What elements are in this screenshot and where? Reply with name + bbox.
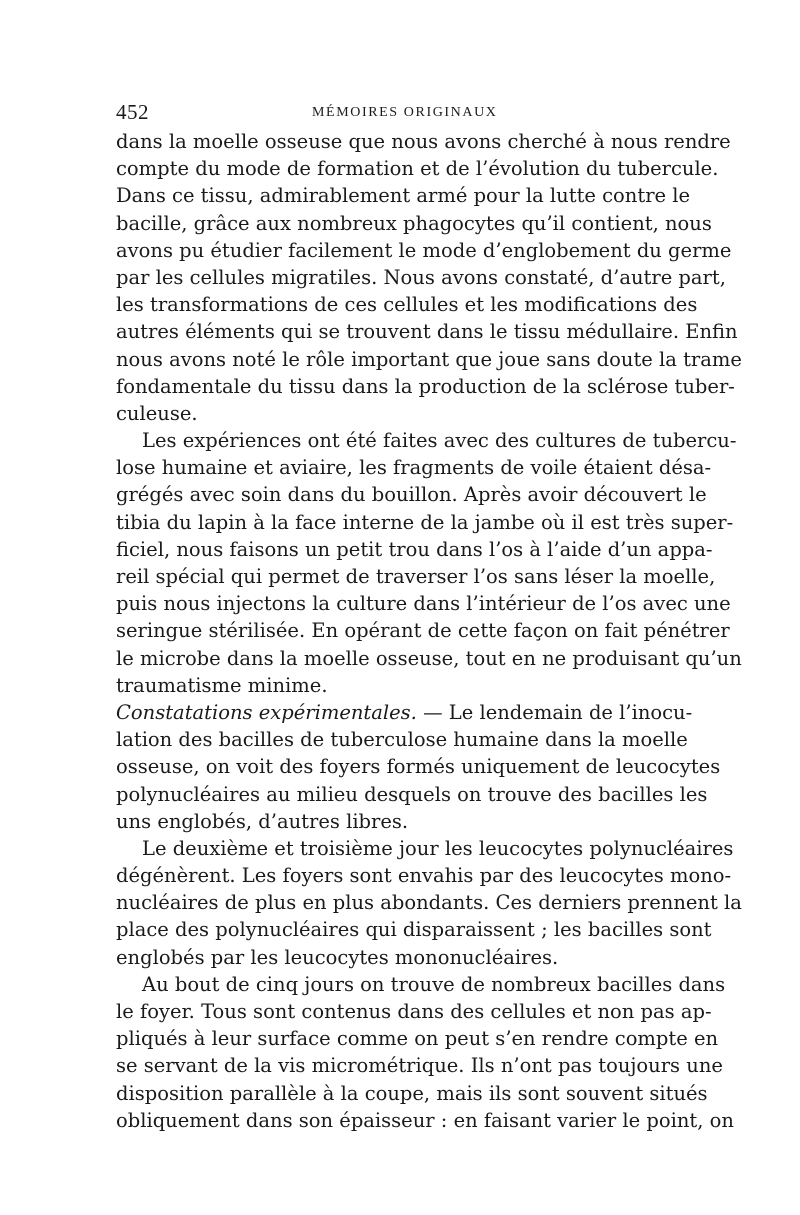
- text-line: Les expériences ont été faites avec des cultures de tubercu-: [142, 429, 737, 453]
- text-line: traumatisme minime.: [116, 673, 328, 697]
- text-line: le microbe dans la moelle osseuse, tout en ne produisant qu’un: [116, 646, 742, 670]
- text-line: dans la moelle osseuse que nous avons cherché à nous rendre: [116, 130, 731, 153]
- text-line: osseuse, on voit des foyers formés uniquement de leucocytes: [116, 755, 721, 779]
- text-line: ficiel, nous faisons un petit trou dans l’os à l’aide d’un appa-: [116, 537, 713, 561]
- text-line: pliqués à leur surface comme on peut s’en rendre compte en: [116, 1027, 719, 1051]
- text-line: place des polynucléaires qui disparaissent ; les bacilles sont: [116, 918, 712, 942]
- text-line: dégénèrent. Les foyers sont envahis par des leucocytes mono-: [116, 864, 732, 888]
- text-line: avons pu étudier facilement le mode d’englobement du germe: [116, 238, 732, 262]
- running-head: MÉMOIRES ORIGINAUX: [312, 105, 498, 120]
- text-line: Dans ce tissu, admirablement armé pour la lutte contre le: [116, 184, 691, 208]
- text-line: par les cellules migratiles. Nous avons constaté, d’autre part,: [116, 265, 726, 289]
- text-line: Au bout de cinq jours on trouve de nombreux bacilles dans: [142, 972, 726, 996]
- text-line: fondamentale du tissu dans la production de la sclérose tuber-: [116, 374, 735, 398]
- text-line: lation des bacilles de tuberculose humaine dans la moelle: [116, 728, 688, 752]
- section-heading: Constatations expérimentales.: [116, 700, 417, 724]
- text-line: puis nous injectons la culture dans l’intérieur de l’os avec une: [116, 592, 731, 616]
- page-header: [116, 100, 687, 124]
- text-line: obliquement dans son épaisseur : en faisant varier le point, on: [116, 1108, 734, 1132]
- text-line: les transformations de ces cellules et les modifications des: [116, 293, 698, 317]
- text-line: autres éléments qui se trouvent dans le tissu médullaire. Enfin: [116, 320, 738, 344]
- text-line: seringue stérilisée. En opérant de cette façon on fait pénétrer: [116, 619, 730, 643]
- text-line: Le deuxième et troisième jour les leucocytes polynucléaires: [142, 836, 734, 860]
- text-line: tibia du lapin à la face interne de la jambe où il est très super-: [116, 510, 734, 534]
- text-line: englobés par les leucocytes mononucléaires.: [116, 945, 559, 969]
- text-line: polynucléaires au milieu desquels on trouve des bacilles les: [116, 782, 708, 806]
- text-line: reil spécial qui permet de traverser l’os sans léser la moelle,: [116, 565, 716, 588]
- text-line: bacille, grâce aux nombreux phagocytes qu’il contient, nous: [116, 211, 712, 235]
- text-line: uns englobés, d’autres libres.: [116, 809, 409, 833]
- text-line: se servant de la vis micrométrique. Ils n’ont pas toujours une: [116, 1054, 723, 1078]
- text-line: culeuse.: [116, 401, 198, 425]
- body-text: [116, 128, 742, 1134]
- text-line: compte du mode de formation et de l’évolution du tubercule.: [116, 157, 719, 181]
- page-number: 452: [116, 100, 149, 124]
- text-line: grégés avec soin dans du bouillon. Après avoir découvert le: [116, 483, 707, 507]
- text-line: nucléaires de plus en plus abondants. Ces derniers prennent la: [116, 891, 742, 915]
- text-line: disposition parallèle à la coupe, mais ils sont souvent situés: [116, 1081, 708, 1105]
- text-line: lose humaine et aviaire, les fragments de voile étaient désa-: [116, 456, 712, 480]
- text-line: nous avons noté le rôle important que joue sans doute la trame: [116, 347, 742, 371]
- text-line: Constatations expérimentales. — Le lendemain de l’inocu-: [116, 700, 693, 724]
- text-line: le foyer. Tous sont contenus dans des cellules et non pas ap-: [116, 1000, 712, 1023]
